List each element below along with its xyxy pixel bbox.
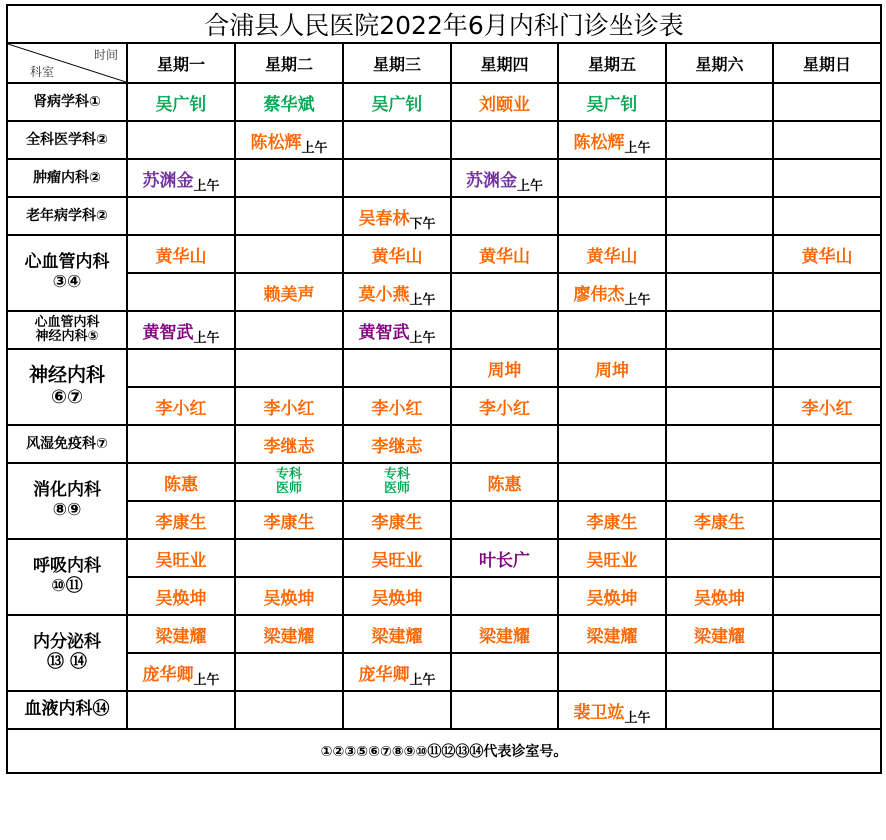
schedule-cell-empty [343, 691, 451, 729]
schedule-cell [235, 463, 343, 501]
doctor-name: 陈松辉 [250, 132, 302, 153]
session-label: 下午 [409, 216, 436, 232]
schedule-cell: 李康生 [666, 501, 773, 539]
specialist-label: 医师 [383, 481, 410, 496]
schedule-table [6, 4, 882, 774]
schedule-cell-empty [451, 273, 558, 311]
schedule-cell: 李小红 [451, 387, 558, 425]
schedule-cell-empty [666, 425, 773, 463]
schedule-cell-empty [666, 235, 773, 273]
schedule-cell: 梁建耀 [451, 615, 558, 653]
schedule-cell-empty [558, 159, 666, 197]
schedule-cell: 吴旺业 [343, 539, 451, 577]
session-label: 上午 [193, 672, 220, 688]
schedule-cell: 吴焕坤 [235, 577, 343, 615]
schedule-cell-empty [666, 349, 773, 387]
schedule-cell: 李康生 [343, 501, 451, 539]
schedule-cell-empty [235, 691, 343, 729]
dept-hematology: 血液内科⑭ [7, 691, 127, 729]
schedule-cell: 吴旺业 [558, 539, 666, 577]
dept-cardiology [7, 235, 127, 311]
schedule-cell: 李小红 [343, 387, 451, 425]
schedule-cell-empty [773, 159, 881, 197]
schedule-cell: 吴广钊 [127, 83, 235, 121]
schedule-cell-empty [127, 273, 235, 311]
schedule-cell [558, 121, 666, 159]
dept-oncology: 肿瘤内科② [7, 159, 127, 197]
schedule-cell: 黄华山 [343, 235, 451, 273]
schedule-cell: 吴旺业 [127, 539, 235, 577]
table-row [7, 121, 881, 159]
schedule-cell-empty [451, 425, 558, 463]
schedule-cell: 梁建耀 [343, 615, 451, 653]
schedule-cell: 梁建耀 [666, 615, 773, 653]
session-label: 上午 [409, 672, 436, 688]
schedule-cell-empty [127, 197, 235, 235]
schedule-cell-empty [666, 691, 773, 729]
schedule-cell: 吴广钊 [343, 83, 451, 121]
schedule-cell: 周坤 [451, 349, 558, 387]
doctor-name: 苏渊金 [465, 170, 517, 191]
schedule-cell: 叶长广 [451, 539, 558, 577]
schedule-cell-empty [451, 197, 558, 235]
schedule-cell: 黄华山 [451, 235, 558, 273]
session-label: 上午 [409, 292, 436, 308]
schedule-cell-empty [343, 159, 451, 197]
header-monday: 星期一 [127, 43, 235, 83]
schedule-cell-empty [235, 539, 343, 577]
schedule-cell [558, 273, 666, 311]
table-row [7, 83, 881, 121]
schedule-cell: 梁建耀 [558, 615, 666, 653]
schedule-cell [343, 311, 451, 349]
schedule-cell-empty [666, 311, 773, 349]
session-label: 上午 [193, 330, 220, 346]
schedule-cell-empty [343, 349, 451, 387]
schedule-cell-empty [666, 273, 773, 311]
dept-name: 神经内科 [28, 364, 105, 387]
dept-nephrology: 肾病学科① [7, 83, 127, 121]
corner-time-label: 时间 [93, 48, 118, 62]
schedule-cell: 李康生 [235, 501, 343, 539]
schedule-cell-empty [666, 387, 773, 425]
schedule-cell: 黄华山 [773, 235, 881, 273]
table-row [7, 615, 881, 653]
schedule-cell [451, 159, 558, 197]
doctor-name: 廖伟杰 [573, 284, 625, 305]
schedule-cell: 刘颐业 [451, 83, 558, 121]
dept-name: 消化内科 [33, 480, 101, 501]
schedule-cell: 吴焕坤 [558, 577, 666, 615]
schedule-cell-empty [235, 159, 343, 197]
table-row [7, 235, 881, 273]
schedule-cell: 李康生 [127, 501, 235, 539]
dept-general: 全科医学科② [7, 121, 127, 159]
header-saturday: 星期六 [666, 43, 773, 83]
schedule-cell: 陈惠 [127, 463, 235, 501]
schedule-cell-empty [666, 121, 773, 159]
schedule-cell: 李小红 [773, 387, 881, 425]
table-row [7, 539, 881, 577]
table-row [7, 653, 881, 691]
doctor-name: 庞华卿 [358, 664, 410, 685]
table-row [7, 273, 881, 311]
dept-name: 呼吸内科 [33, 556, 101, 577]
schedule-cell: 李继志 [235, 425, 343, 463]
schedule-cell-empty [773, 425, 881, 463]
schedule-cell-empty [127, 691, 235, 729]
schedule-cell-empty [558, 197, 666, 235]
schedule-cell: 李继志 [343, 425, 451, 463]
schedule-cell [558, 691, 666, 729]
specialist-label: 专科 [275, 466, 302, 482]
session-label: 上午 [624, 292, 651, 308]
dept-gastroenterology [7, 463, 127, 539]
schedule-cell-empty [773, 121, 881, 159]
doctor-name: 陈松辉 [573, 132, 625, 153]
schedule-cell-empty [666, 463, 773, 501]
schedule-cell [127, 311, 235, 349]
schedule-sheet [6, 4, 880, 834]
dept-endocrinology [7, 615, 127, 691]
specialist-label: 专科 [383, 466, 410, 482]
doctor-name: 吴春林 [358, 208, 410, 229]
schedule-cell: 蔡华斌 [235, 83, 343, 121]
session-label: 上午 [516, 178, 543, 194]
schedule-cell: 梁建耀 [127, 615, 235, 653]
schedule-cell-empty [235, 653, 343, 691]
schedule-cell [127, 653, 235, 691]
schedule-cell [235, 121, 343, 159]
schedule-cell-empty [773, 615, 881, 653]
schedule-cell [343, 653, 451, 691]
header-wednesday: 星期三 [343, 43, 451, 83]
schedule-cell-empty [451, 691, 558, 729]
dept-geriatrics: 老年病学科② [7, 197, 127, 235]
schedule-cell: 吴焕坤 [666, 577, 773, 615]
doctor-name: 苏渊金 [142, 170, 194, 191]
schedule-cell-empty [451, 653, 558, 691]
schedule-cell [343, 273, 451, 311]
schedule-cell-empty [666, 159, 773, 197]
schedule-cell-empty [773, 577, 881, 615]
schedule-cell-empty [127, 349, 235, 387]
schedule-cell-empty [773, 539, 881, 577]
schedule-cell: 李康生 [558, 501, 666, 539]
dept-neurology [7, 349, 127, 425]
table-row [7, 311, 881, 349]
schedule-cell-empty [773, 653, 881, 691]
table-row [7, 425, 881, 463]
schedule-cell [343, 197, 451, 235]
schedule-cell-empty [773, 273, 881, 311]
schedule-cell-empty [773, 349, 881, 387]
session-label: 上午 [301, 140, 328, 156]
session-label: 上午 [409, 330, 436, 346]
schedule-cell-empty [451, 311, 558, 349]
schedule-cell-empty [343, 121, 451, 159]
dept-name: 内分泌科 [33, 632, 101, 653]
schedule-cell-empty [558, 311, 666, 349]
schedule-cell [127, 159, 235, 197]
schedule-cell: 黄华山 [127, 235, 235, 273]
table-row [7, 463, 881, 501]
schedule-cell-empty [558, 463, 666, 501]
schedule-cell-empty [666, 653, 773, 691]
schedule-cell: 黄华山 [558, 235, 666, 273]
schedule-cell: 赖美声 [235, 273, 343, 311]
table-row [7, 159, 881, 197]
room-numbers: ⑩⑪ [51, 576, 83, 596]
schedule-cell: 陈惠 [451, 463, 558, 501]
schedule-cell-empty [773, 197, 881, 235]
header-friday: 星期五 [558, 43, 666, 83]
room-numbers: ⑬ ⑭ [47, 652, 87, 672]
dept-respiratory [7, 539, 127, 615]
room-numbers: ⑧⑨ [52, 500, 82, 520]
room-numbers: ③④ [52, 272, 82, 292]
table-row [7, 349, 881, 387]
schedule-cell-empty [451, 577, 558, 615]
table-row [7, 691, 881, 729]
dept-name: 心血管内科 [24, 252, 110, 273]
schedule-cell: 李小红 [235, 387, 343, 425]
schedule-cell-empty [235, 311, 343, 349]
schedule-cell-empty [235, 235, 343, 273]
table-row [7, 197, 881, 235]
schedule-cell [343, 463, 451, 501]
schedule-cell-empty [558, 425, 666, 463]
schedule-cell-empty [666, 83, 773, 121]
table-row [7, 577, 881, 615]
schedule-cell: 周坤 [558, 349, 666, 387]
schedule-cell-empty [127, 121, 235, 159]
dept-cardio-neuro [7, 311, 127, 349]
footer-note: ①②③⑤⑥⑦⑧⑨⑩⑪⑫⑬⑭代表诊室号。 [7, 729, 881, 773]
schedule-cell-empty [558, 387, 666, 425]
schedule-cell: 梁建耀 [235, 615, 343, 653]
doctor-name: 庞华卿 [142, 664, 194, 685]
dept-name-secondary: 神经内科⑤ [35, 329, 99, 344]
schedule-cell-empty [773, 501, 881, 539]
schedule-cell: 李小红 [127, 387, 235, 425]
schedule-cell-empty [773, 463, 881, 501]
table-row [7, 501, 881, 539]
schedule-cell: 吴广钊 [558, 83, 666, 121]
doctor-name: 莫小燕 [358, 284, 410, 305]
corner-dept-label: 科室 [30, 65, 55, 79]
dept-rheumatology: 风湿免疫科⑦ [7, 425, 127, 463]
room-numbers: ⑥⑦ [50, 386, 84, 408]
header-tuesday: 星期二 [235, 43, 343, 83]
header-thursday: 星期四 [451, 43, 558, 83]
session-label: 上午 [193, 178, 220, 194]
schedule-cell-empty [773, 691, 881, 729]
schedule-cell-empty [773, 83, 881, 121]
schedule-cell: 吴焕坤 [127, 577, 235, 615]
schedule-cell-empty [451, 501, 558, 539]
schedule-cell-empty [235, 197, 343, 235]
schedule-cell-empty [558, 653, 666, 691]
doctor-name: 裴卫竑 [573, 702, 625, 723]
schedule-cell-empty [666, 197, 773, 235]
page-title: 合浦县人民医院2022年6月内科门诊坐诊表 [7, 5, 881, 43]
session-label: 上午 [624, 140, 651, 156]
doctor-name: 黄智武 [142, 322, 194, 343]
dept-name: 心血管内科 [34, 315, 100, 331]
schedule-cell-empty [451, 121, 558, 159]
schedule-cell-empty [235, 349, 343, 387]
corner-header [7, 43, 127, 83]
header-sunday: 星期日 [773, 43, 881, 83]
session-label: 上午 [624, 710, 651, 726]
schedule-cell-empty [127, 425, 235, 463]
table-row [7, 387, 881, 425]
doctor-name: 黄智武 [358, 322, 410, 343]
schedule-cell-empty [666, 539, 773, 577]
schedule-cell: 吴焕坤 [343, 577, 451, 615]
specialist-label: 医师 [275, 481, 302, 496]
schedule-cell-empty [773, 311, 881, 349]
